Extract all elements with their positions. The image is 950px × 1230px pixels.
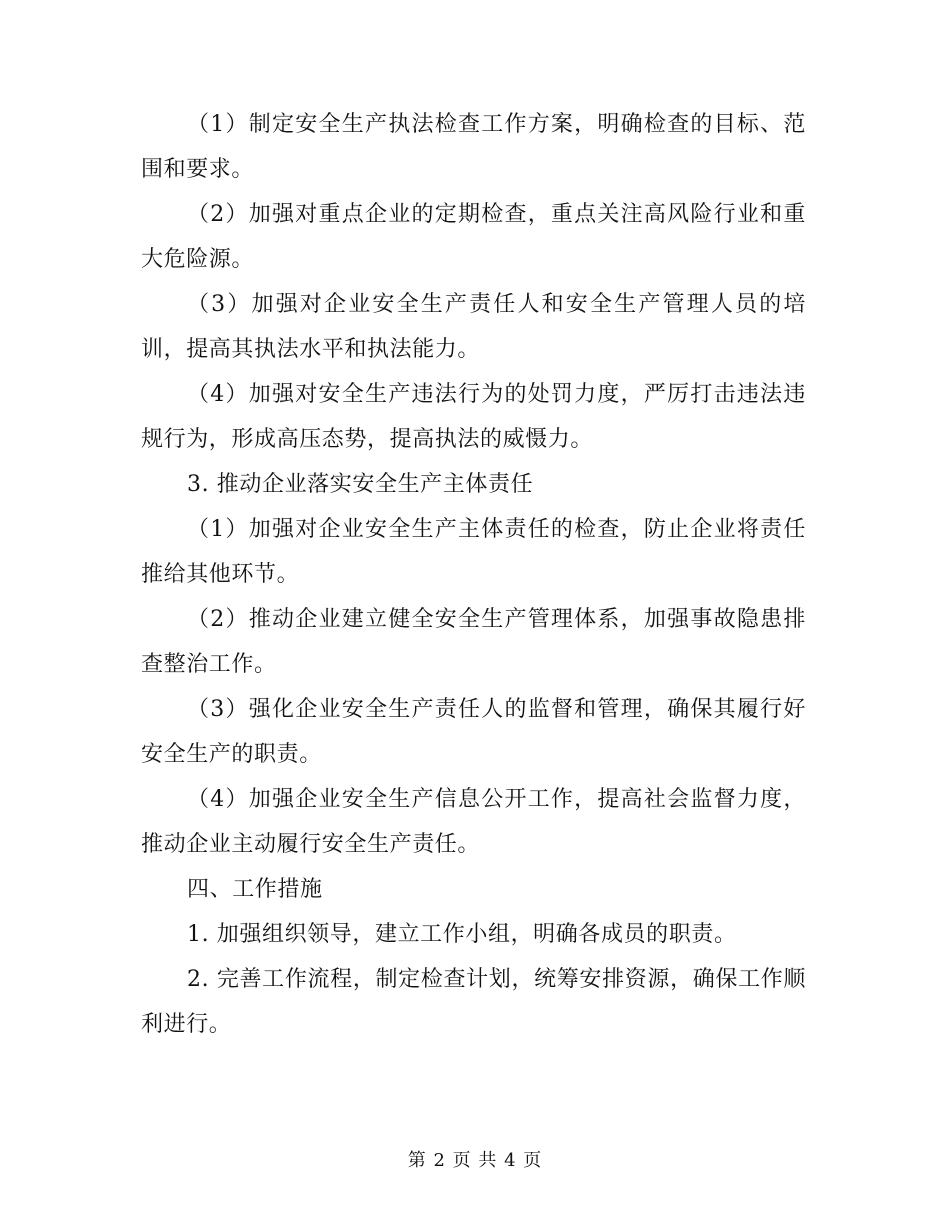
page-footer: 第 2 页 共 4 页: [407, 1150, 543, 1171]
section-heading-four: 四、工作措施: [187, 877, 323, 902]
measure-2: 2. 完善工作流程，制定检查计划，统筹安排资源，确保工作顺利进行。: [141, 967, 806, 1037]
paragraph-2: （2）加强对重点企业的定期检查，重点关注高风险行业和重大危险源。: [141, 202, 806, 272]
document-body: [141, 102, 806, 1047]
paragraph-4: （4）加强对安全生产违法行为的处罚力度，严厉打击违法违规行为，形成高压态势，提高执法的威慑力。: [141, 382, 806, 452]
paragraph-8: （4）加强企业安全生产信息公开工作，提高社会监督力度，推动企业主动履行安全生产责任。: [141, 787, 806, 857]
paragraph-5: （1）加强对企业安全生产主体责任的检查，防止企业将责任推给其他环节。: [141, 517, 806, 587]
paragraph-6: （2）推动企业建立健全安全生产管理体系，加强事故隐患排查整治工作。: [141, 607, 806, 677]
measure-1: 1. 加强组织领导，建立工作小组，明确各成员的职责。: [187, 922, 737, 947]
paragraph-3: （3）加强对企业安全生产责任人和安全生产管理人员的培训，提高其执法水平和执法能力。: [141, 292, 806, 362]
paragraph-7: （3）强化企业安全生产责任人的监督和管理，确保其履行好安全生产的职责。: [141, 697, 806, 767]
section-heading-3: 3. 推动企业落实安全生产主体责任: [187, 472, 534, 497]
paragraph-1: （1）制定安全生产执法检查工作方案，明确检查的目标、范围和要求。: [141, 112, 806, 182]
